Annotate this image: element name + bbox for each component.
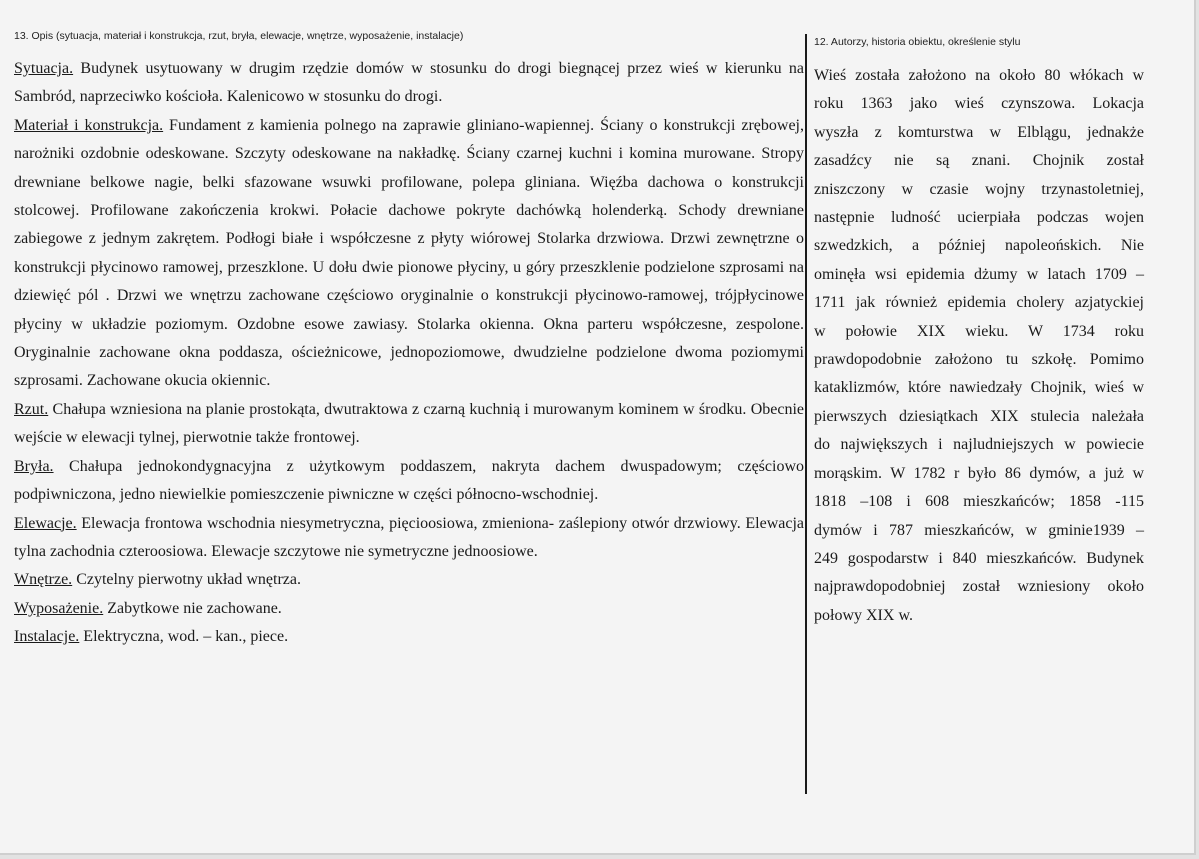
history-line: dymów i 787 mieszkańców, w gminie1939 –: [814, 521, 1144, 539]
section-wyposazenie: [14, 595, 804, 623]
section-label: Materiał i konstrukcja.: [14, 116, 164, 134]
history-line: zniszczony w czasie wojny trzynastoletniej,: [814, 180, 1144, 198]
section-elewacje: [14, 510, 804, 567]
history-line: kataklizmów, które nawiedzały Chojnik, wieś w: [814, 379, 1144, 397]
section-label: Bryła.: [14, 457, 54, 475]
section-text: Elektryczna, wod. – kan., piece.: [79, 628, 289, 646]
history-line: szwedzkich, a później napoleońskich. Nie: [814, 237, 1144, 255]
history-line: następnie ludność ucierpiała podczas wojen: [814, 209, 1144, 227]
history-line: prawdopodobnie założono tu szkołę. Pomimo: [814, 351, 1144, 369]
history-line: 1711 jak również epidemia cholery azjatyckiej: [814, 294, 1144, 312]
section-label: Elewacje.: [14, 514, 77, 532]
history-line: najprawdopodobniej został wzniesiony około: [814, 578, 1144, 596]
section-rzut: [14, 396, 804, 453]
history-text: [814, 62, 1144, 630]
section-label: Wyposażenie.: [14, 599, 104, 617]
history-heading: 12. Autorzy, historia obiektu, określenie stylu: [814, 36, 1021, 48]
section-bryla: [14, 453, 804, 510]
section-label: Rzut.: [14, 400, 49, 418]
history-line: 249 gospodarstw i 840 mieszkańców. Budynek: [814, 549, 1144, 567]
section-text: Chałupa jednokondygnacyjna z użytkowym poddaszem, nakryta dachem dwuspadowym; częściowo podpiwniczona, jedno niewielkie pomieszczenie piwniczne w części północno-wschodniej.: [14, 457, 804, 504]
history-line: wyszła z komturstwa w Elblągu, jednakże: [814, 123, 1144, 141]
section-text: Fundament z kamienia polnego na zaprawie gliniano-wapiennej. Ściany o konstrukcji zrębowej, narożniki ozdobnie odeskowane. Szczyty odeskowane na nakładkę. Ściany czarnej kuchni i komina murowane. Stropy drewniane belkowe nagie, belki sfazowane wsuwki profilowane, polepa gliniana. Więźba dachowa o konstrukcji stolcowej. Profilowane zakończenia krokwi. Połacie dachowe pokryte dachówką holenderką. Schody drewniane zabiegowe z jednym zakrętem. Podłogi białe i współczesne z płyty wiórowej Stolarka drzwiowa. Drzwi zewnętrzne o konstrukcji płycinowo ramowej, przeszklone. U dołu dwie pionowe płyciny, u góry przeszklenie podzielone szprosami na dziewięć pól . Drzwi we wnętrzu zachowane częściowo oryginalnie o konstrukcji płycinowo-ramowej, trójpłycinowe płyciny w układzie poziomym. Ozdobne esowe zawiasy. Stolarka okienna. Okna parteru współczesne, zespolone. Oryginalnie zachowane okna poddasza, ościeżnicowe, jednopoziomowe, dwudzielne podzielone dwoma poziomymi szprosami. Zachowane okucia okiennic.: [14, 116, 804, 390]
section-text: Czytelny pierwotny układ wnętrza.: [72, 571, 302, 589]
section-text: Budynek usytuowany w drugim rzędzie domów w stosunku do drogi biegnącej przez wieś w kierunku na Sambród, naprzeciwko kościoła. Kalenicowo w stosunku do drogi.: [14, 60, 804, 106]
section-label: Instalacje.: [14, 628, 80, 646]
history-line: do największych i najludniejszych w powiecie: [814, 436, 1144, 454]
section-instalacje: [14, 623, 804, 651]
section-text: Chałupa wzniesiona na planie prostokąta, dwutraktowa z czarną kuchnią i murowanym kominem w środku. Obecnie wejście w elewacji tylnej, pierwotnie także frontowej.: [14, 400, 804, 447]
history-line: roku 1363 jako wieś czynszowa. Lokacja: [814, 95, 1144, 113]
section-label: Sytuacja.: [14, 60, 74, 77]
history-line: w połowie XIX wieku. W 1734 roku: [814, 322, 1144, 340]
history-line: połowy XIX w.: [814, 606, 913, 624]
description-heading: 13. Opis (sytuacja, materiał i konstrukcja, rzut, bryła, elewacje, wnętrze, wyposażenie, instalacje): [14, 30, 464, 42]
section-sytuacja: [14, 55, 804, 112]
section-wnetrze: [14, 566, 804, 594]
history-column: [814, 36, 1144, 630]
history-line: morąskim. W 1782 r było 86 dymów, a już w: [814, 464, 1144, 482]
section-text: Elewacja frontowa wschodnia niesymetryczna, pięcioosiowa, zmieniona- zaślepiony otwór drzwiowy. Elewacja tylna zachodnia czteroosiowa. Elewacje szczytowe nie symetryczne jednoosiowe.: [14, 514, 804, 560]
column-divider: [805, 34, 807, 794]
history-line: zasadźcy nie są znani. Chojnik został: [814, 152, 1144, 170]
history-line: Wieś została założono na około 80 włókach w: [814, 67, 1144, 84]
description-column: [14, 30, 804, 652]
section-text: Zabytkowe nie zachowane.: [103, 599, 282, 617]
history-line: ominęła wsi epidemia dżumy w latach 1709 –: [814, 265, 1144, 283]
section-material-konstrukcja: [14, 112, 804, 396]
history-line: pierwszych dziesiątkach XIX stulecia należała: [814, 407, 1144, 425]
section-label: Wnętrze.: [14, 571, 73, 589]
history-line: 1818 –108 i 608 mieszkańców; 1858 -115: [814, 493, 1144, 511]
